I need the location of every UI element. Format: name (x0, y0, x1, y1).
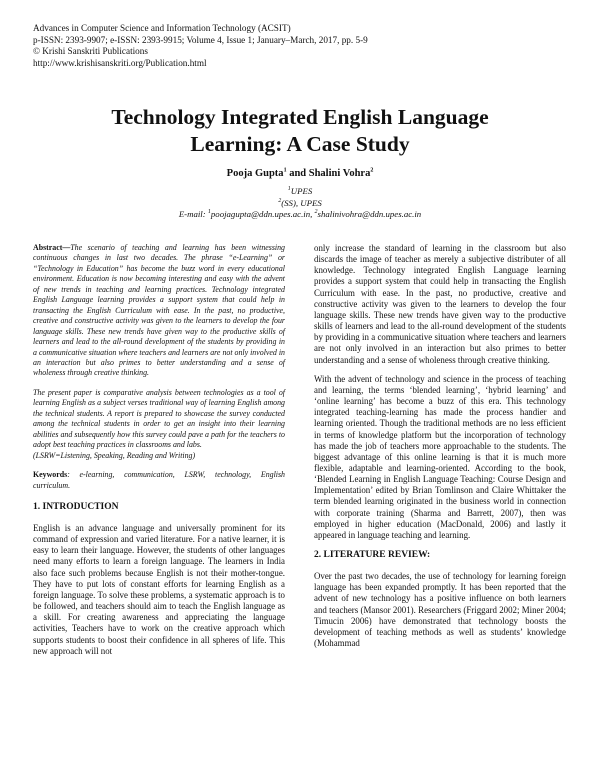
abstract-paragraph-1 (33, 243, 285, 379)
email2-sup: 2 (314, 209, 318, 216)
email-2[interactable]: shalinivohra@ddn.upes.ac.in (317, 209, 422, 219)
author-1: Pooja Gupta (226, 168, 284, 179)
journal-name: Advances in Computer Science and Information Technology (ACSIT) (33, 23, 291, 33)
author-1-sup: 1 (283, 167, 287, 174)
affiliation-2 (0, 198, 600, 210)
introduction-paragraph: English is an advance language and universally prominent for its command of expression and varied literature. For a native learner, it is easy to learn their language. However, the students of other languages need many efforts to learn a foreign language. The learners in India also face such problems because English is not their mother-tongue. They have to put lots of constant efforts for learning English as a foreign language. To solve these problems, a systematic approach is to be followed, and teachers should aim to teach the English language as a skill. For creating awareness and appreciating the language activities, Teachers have to work on the creative approach which supports students to boost their confidence in all spheres of life. This new approach will not (33, 522, 285, 656)
author-2-sup: 2 (370, 167, 374, 174)
right-paragraph-1: only increase the standard of learning in the classroom but also discards the image of teacher as merely a subjective distributer of all knowledge. Technology integrated English Language learning provides a support system that could help in transacting the English Curriculum with ease. In the past, no productive, creative and constructive activity was given to the learners to develop the four language skills. These new trends have given way to the productive skills of learners and lead to the all-round development of the students by providing in a communicative situation where teachers and learners are not only involved in an interaction but also primes to better understanding and a sense of wholeness through creative thinking. (314, 243, 566, 365)
aff1-text: UPES (290, 186, 313, 196)
email-line (0, 209, 600, 221)
author-conj: and (286, 168, 309, 179)
right-paragraph-2: With the advent of technology and science in the process of teaching and learning, the terms ‘blended learning’, ‘hybrid learning’ and ‘online learning’ has become a buzz of this era. This technology integrated teaching-learning has made the process handier and learning oriented. Though the traditional methods are no less efficient in terms of knowledge platform but the incorporation of technology has made the job of teachers more approachable to the students. The biggest advantage of this online learning is that it is much more flexible, adaptable and learning-oriented. According to the book, ‘Blended Learning in English Language Teaching: Course Design and Implementation’ edited by Brian Tomlinson and Claire Whittaker the term blended learning originated in the business world in connection with corporate training (Sharma and Barrett, 2007), then was employed in higher education (MacDonald, 2006) and lastly it appeared in language teaching and learning. (314, 373, 566, 540)
keywords-label: Keywords (33, 470, 68, 480)
title-line-2: Learning: A Case Study (190, 132, 410, 156)
affiliations (0, 186, 600, 221)
abstract-paragraph-3: (LSRW=Listening, Speaking, Reading and Writing) (33, 450, 196, 460)
abstract-text-1: The scenario of teaching and learning has been witnessing continuous changes in last two decades. The phrase “e-Learning” or “Technology in Education” has become the buzz word in every educational environment. Education is now becoming interesting and easy with the advent of new trends in teaching and learning practices. Technology integrated English Language learning provides a support system that could help in transacting the English Curriculum with ease. In the past, no productive, creative and constructive activity was given to the learners to develop the four language skills. These new trends have given way to the productive skills of learners and lead to the all-round development of the students by providing in a communicative situation where teachers and learners are not only involved in an interaction but also primes to better understanding and a sense of wholeness through creative thinking. (33, 243, 285, 378)
left-column (33, 243, 285, 665)
literature-review-paragraph: Over the past two decades, the use of technology for learning foreign language has been expanded promptly. It has been reported that the advent of new technology has a positive influence on both learners and teachers (Mansor 2001). Researchers (Friggard 2002; Miner 2004; Timucin 2006) have demonstrated that technology boosts the development of teaching methods as well as students’ knowledge (Mohammad (314, 571, 566, 648)
email1-sup: 1 (207, 209, 211, 216)
issn-line: p-ISSN: 2393-9907; e-ISSN: 2393-9915; Volume 4, Issue 1; January–March, 2017, pp. 5-9 (33, 34, 368, 45)
right-column (314, 243, 566, 657)
author-line (0, 168, 600, 179)
abstract-label: Abstract— (33, 243, 71, 252)
keywords-text: : e-learning, communication, LSRW, technology, English curriculum. (33, 470, 285, 490)
aff2-text: (SS), UPES (281, 197, 322, 208)
publication-url[interactable]: http://www.krishisanskriti.org/Publication.html (33, 57, 207, 68)
aff1-sup: 1 (287, 186, 291, 193)
journal-header (33, 23, 368, 69)
keywords (33, 470, 285, 491)
email-1[interactable]: poojagupta@ddn.upes.ac.in, (210, 209, 315, 219)
abstract-paragraph-2: The present paper is comparative analysis between technologies as a tool of learning English as a subject verses traditional way of learning English among the technical students. A report is prepared to showcase the survey conducted among the technical students in order to get an insight into their learning abilities and subsequently how this survey could pave a path for the teachers to adopt best teaching practices in classrooms and labs. (33, 387, 285, 450)
email-label: E-mail: (178, 209, 208, 219)
author-2: Shalini Vohra (308, 168, 371, 179)
aff2-sup: 2 (278, 197, 282, 204)
affiliation-1 (0, 186, 600, 198)
copyright-line: © Krishi Sanskriti Publications (33, 46, 148, 57)
title-line-1: Technology Integrated English Language (111, 105, 489, 129)
section-heading-literature-review: 2. LITERATURE REVIEW: (314, 550, 431, 561)
paper-title (0, 104, 600, 158)
section-heading-introduction: 1. INTRODUCTION (33, 501, 119, 512)
